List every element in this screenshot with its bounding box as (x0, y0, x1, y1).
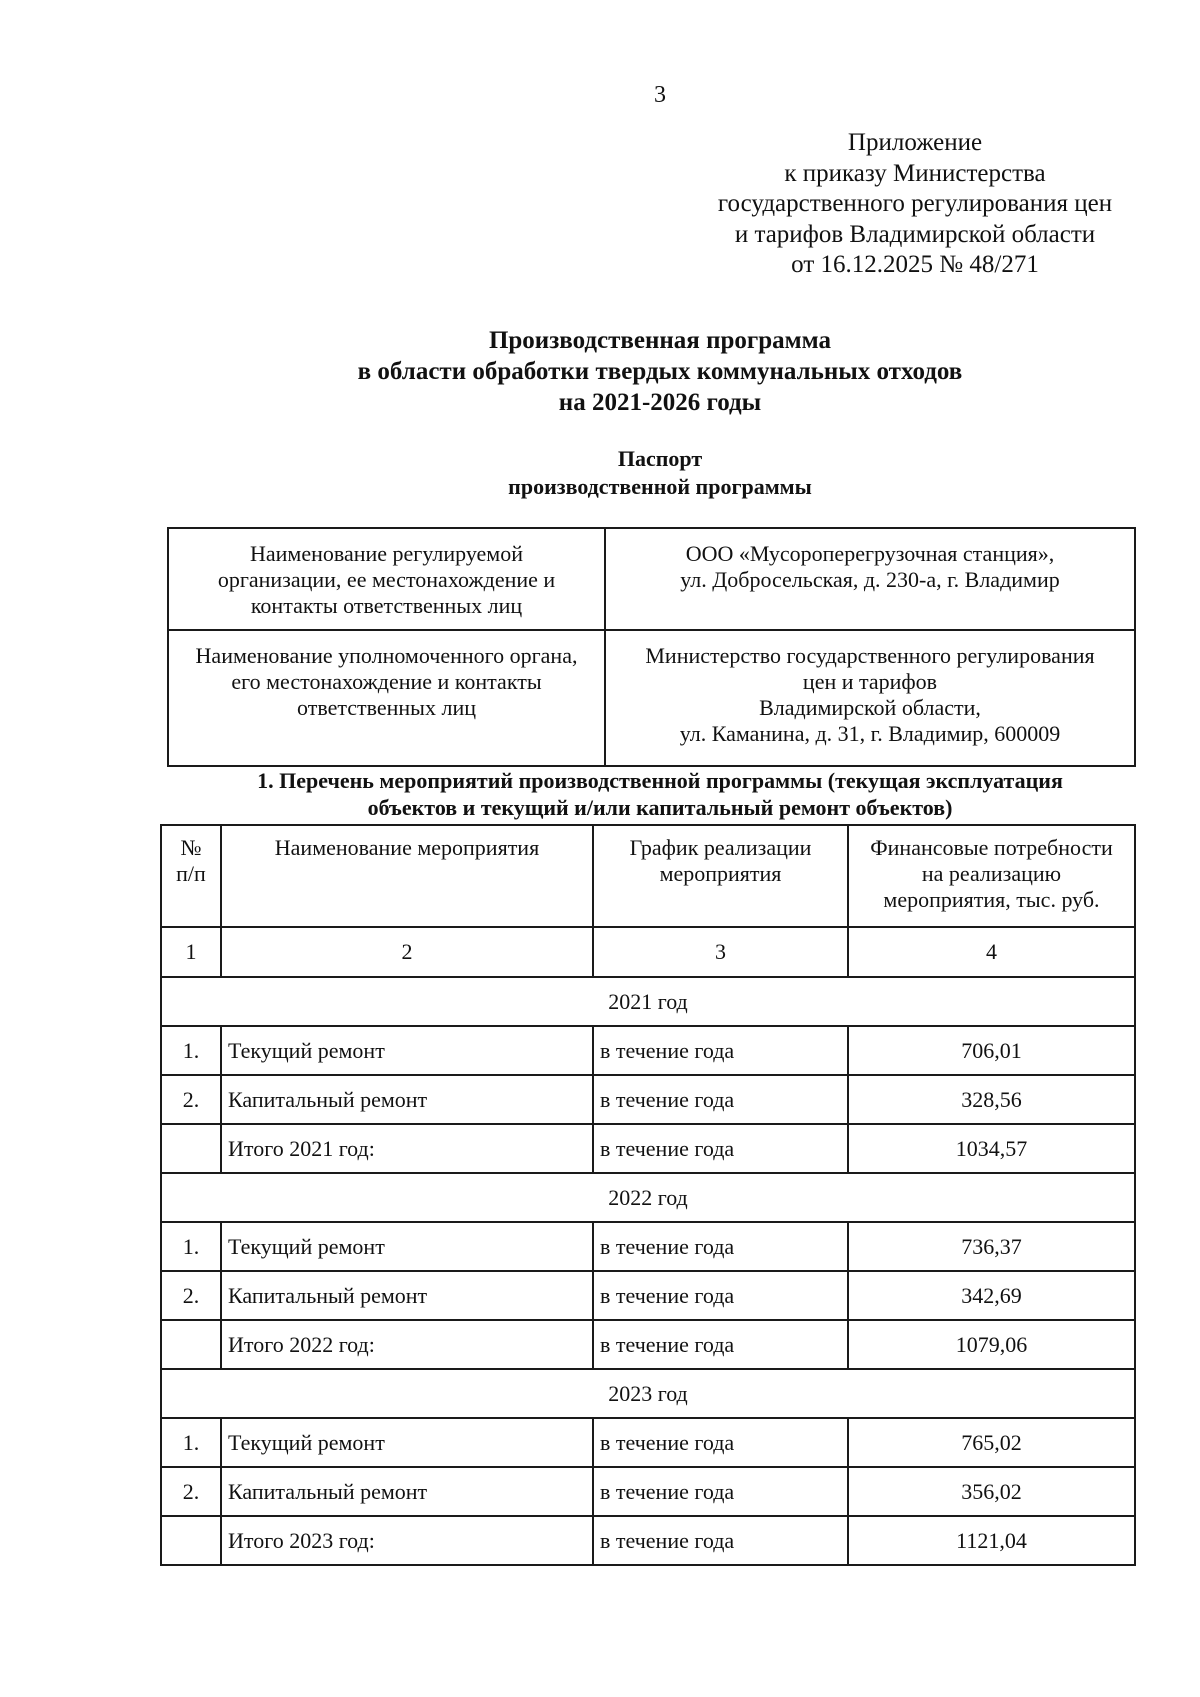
column-number: 3 (593, 927, 848, 977)
year-row (161, 1369, 1135, 1418)
cell-line: организации, ее местонахождение и (217, 567, 556, 592)
year-row (161, 977, 1135, 1026)
table-row (161, 1026, 1135, 1075)
item-number (161, 1124, 221, 1173)
cell-line: его местонахождение и контакты (231, 669, 542, 694)
cell-line: Наименование мероприятия (274, 835, 540, 860)
passport-row (168, 630, 1135, 766)
table-row (161, 1075, 1135, 1124)
title-line: на 2021-2026 годы (558, 389, 762, 416)
year-label: 2021 год (161, 977, 1135, 1026)
table-row (161, 1467, 1135, 1516)
passport-value-cell (605, 630, 1135, 766)
passport-label-cell (168, 528, 605, 630)
item-number: 1. (161, 1026, 221, 1075)
cell-line: ул. Каманина, д. 31, г. Владимир, 600009 (679, 721, 1061, 746)
item-amount: 1034,57 (848, 1124, 1135, 1173)
cell-line: мероприятия, тыс. руб. (883, 887, 1100, 912)
item-amount: 1121,04 (848, 1516, 1135, 1565)
passport-title-line: производственной программы (508, 474, 812, 499)
cell-line: ул. Добросельская, д. 230-а, г. Владимир (680, 567, 1060, 592)
item-amount: 736,37 (848, 1222, 1135, 1271)
cell-line: Наименование регулируемой (249, 541, 523, 566)
item-number: 1. (161, 1418, 221, 1467)
cell-line: № (180, 835, 202, 860)
item-number: 2. (161, 1271, 221, 1320)
item-schedule: в течение года (593, 1124, 848, 1173)
cell-line: контакты ответственных лиц (250, 593, 523, 618)
item-name: Капитальный ремонт (221, 1075, 593, 1124)
item-number: 2. (161, 1075, 221, 1124)
passport-value-cell (605, 528, 1135, 630)
item-name: Капитальный ремонт (221, 1271, 593, 1320)
cell-line: ООО «Мусороперегрузочная станция», (685, 541, 1055, 566)
passport-row (168, 528, 1135, 630)
table-row (161, 1320, 1135, 1369)
item-number: 1. (161, 1222, 221, 1271)
passport-title (0, 445, 1200, 501)
year-label: 2023 год (161, 1369, 1135, 1418)
appendix-line: от 16.12.2025 № 48/271 (791, 251, 1039, 278)
cell-line: Владимирской области, (759, 695, 981, 720)
column-number-row (161, 927, 1135, 977)
item-number (161, 1320, 221, 1369)
appendix-line: Приложение (847, 129, 983, 156)
item-schedule: в течение года (593, 1271, 848, 1320)
header-cell-finance (848, 825, 1135, 927)
title-line: в области обработки твердых коммунальных отходов (357, 358, 963, 385)
year-row (161, 1173, 1135, 1222)
cell-line: График реализации (629, 835, 812, 860)
item-schedule: в течение года (593, 1418, 848, 1467)
page-number: 3 (654, 82, 666, 108)
cell-line: Наименование уполномоченного органа, (195, 643, 578, 668)
cell-line: ответственных лиц (297, 695, 476, 720)
item-schedule: в течение года (593, 1222, 848, 1271)
header-cell-name (221, 825, 593, 927)
appendix-line: государственного регулирования цен (717, 190, 1113, 217)
header-cell-num (161, 825, 221, 927)
item-name: Итого 2022 год: (221, 1320, 593, 1369)
item-schedule: в течение года (593, 1467, 848, 1516)
appendix-line: и тарифов Владимирской области (734, 220, 1096, 248)
item-amount: 342,69 (848, 1271, 1135, 1320)
item-name: Итого 2021 год: (221, 1124, 593, 1173)
section-title-line: 1. Перечень мероприятий производственной программы (текущая эксплуатация (257, 768, 1063, 793)
item-amount: 356,02 (848, 1467, 1135, 1516)
cell-line: Министерство государственного регулирования (645, 643, 1095, 668)
events-table (160, 824, 1136, 1566)
column-number: 4 (848, 927, 1135, 977)
item-name: Текущий ремонт (221, 1418, 593, 1467)
cell-line: цен и тарифов (802, 669, 938, 694)
table-row (161, 1271, 1135, 1320)
column-number: 2 (221, 927, 593, 977)
section-title-line: объектов и текущий и/или капитальный ремонт объектов) (367, 795, 953, 820)
item-number (161, 1516, 221, 1565)
item-name: Капитальный ремонт (221, 1467, 593, 1516)
table-row (161, 1222, 1135, 1271)
section-title (0, 767, 1200, 821)
item-amount: 1079,06 (848, 1320, 1135, 1369)
appendix-block (690, 128, 1140, 281)
item-schedule: в течение года (593, 1516, 848, 1565)
item-amount: 765,02 (848, 1418, 1135, 1467)
document-title (0, 325, 1200, 418)
passport-title-line: Паспорт (617, 446, 703, 471)
item-name: Текущий ремонт (221, 1222, 593, 1271)
cell-line: на реализацию (921, 861, 1062, 886)
passport-table (167, 527, 1136, 767)
cell-line: Финансовые потребности (870, 835, 1113, 860)
item-schedule: в течение года (593, 1026, 848, 1075)
item-name: Итого 2023 год: (221, 1516, 593, 1565)
title-line: Производственная программа (488, 327, 832, 354)
item-name: Текущий ремонт (221, 1026, 593, 1075)
header-row (161, 825, 1135, 927)
item-schedule: в течение года (593, 1075, 848, 1124)
table-row (161, 1418, 1135, 1467)
item-amount: 328,56 (848, 1075, 1135, 1124)
item-number: 2. (161, 1467, 221, 1516)
passport-label-cell (168, 630, 605, 766)
cell-line: мероприятия (659, 861, 782, 886)
table-row (161, 1516, 1135, 1565)
cell-line: п/п (176, 861, 206, 886)
column-number: 1 (161, 927, 221, 977)
item-amount: 706,01 (848, 1026, 1135, 1075)
year-label: 2022 год (161, 1173, 1135, 1222)
table-row (161, 1124, 1135, 1173)
item-schedule: в течение года (593, 1320, 848, 1369)
appendix-line: к приказу Министерства (784, 159, 1046, 187)
header-cell-schedule (593, 825, 848, 927)
